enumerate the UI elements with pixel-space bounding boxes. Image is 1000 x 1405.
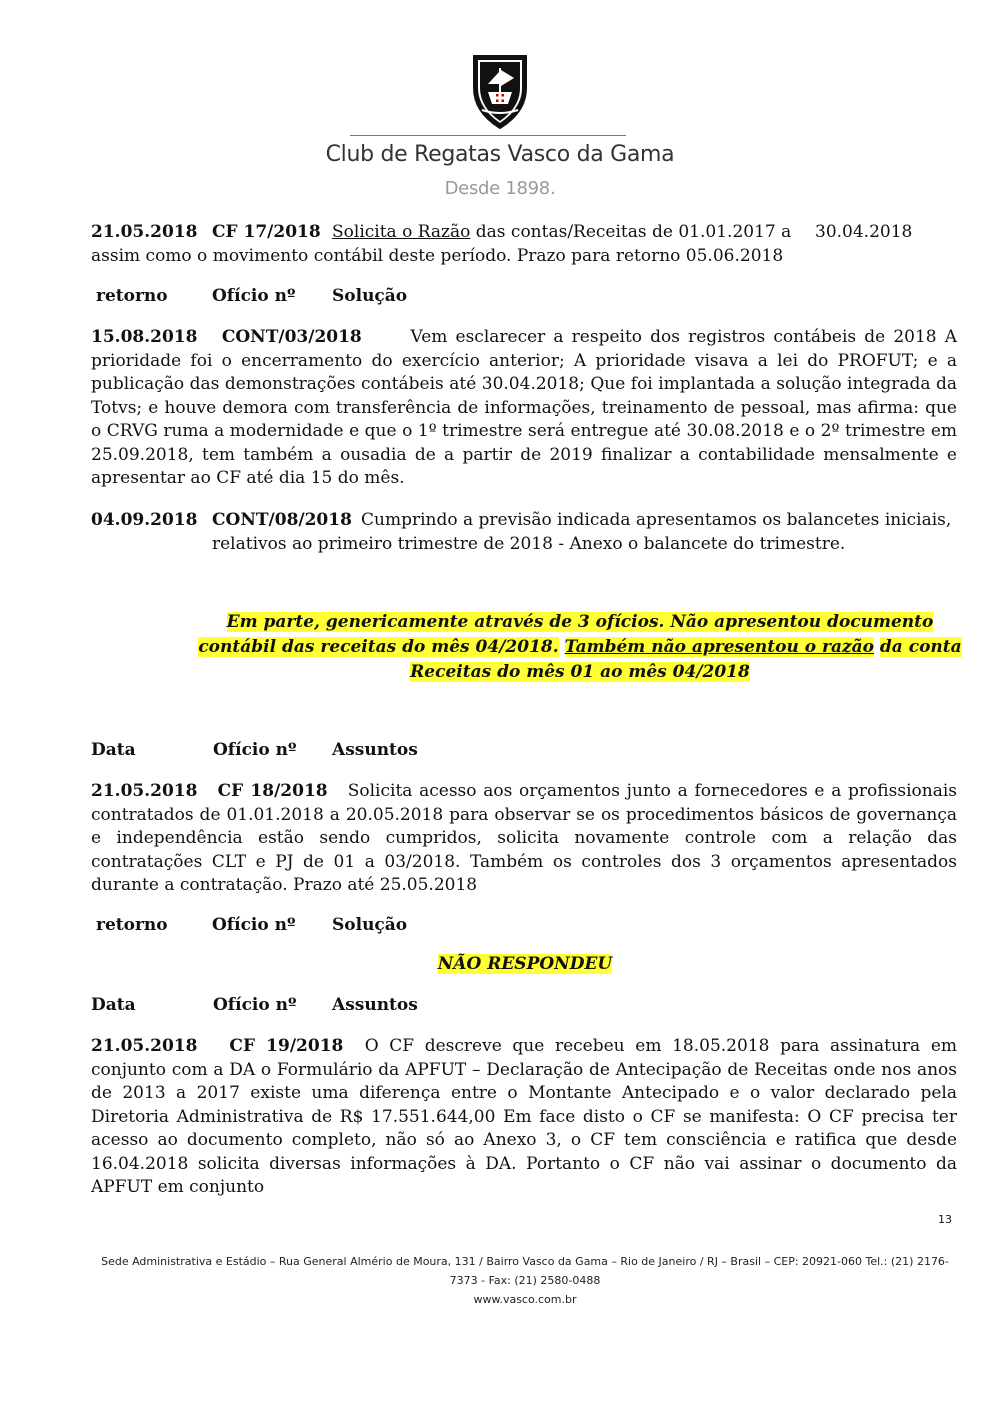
- column-data: Data: [91, 995, 136, 1015]
- conclusion-text-end: da conta Receitas do mês 01 ao mês 04/2018: [410, 637, 962, 682]
- entry-office: CONT/08/2018: [212, 510, 352, 530]
- column-assuntos: Assuntos: [332, 995, 418, 1015]
- entry-text: Vem esclarecer a respeito dos registros contábeis de 2018 A prioridade foi o encerramento do exercício anterior; A prioridade visava a lei do PROFUT; e a publicação das demonstrações contábeis até 30.04.2018; Que foi implantada a solução integrada da Totvs; e houve demora com transferência de informações, treinamento de pessoal, mas afirma: que o CRVG ruma a modernidade e que o 1º trimestre será entregue até 30.08.2018 e o 2º trimestre em 25.09.2018, tem também a ousadia de a partir de 2019 finalizar a contabilidade mensalmente e apresentar ao CF até dia 15 do mês.: [91, 327, 957, 488]
- no-response-text: NÃO RESPONDEU: [437, 954, 613, 974]
- entry-date: 21.05.2018: [91, 1036, 198, 1056]
- entry-underlined-text: Solicita o Razão: [332, 222, 471, 242]
- header-divider: [350, 135, 626, 136]
- page-footer: [90, 1252, 960, 1309]
- entry-cf-18-2018: [91, 780, 957, 898]
- entry-text-end: 30.04.2018: [815, 222, 913, 242]
- column-solucao: Solução: [332, 286, 408, 306]
- column-oficio: Ofício nº: [212, 915, 296, 935]
- column-retorno: retorno: [96, 915, 168, 935]
- entry-text: O CF descreve que recebeu em 18.05.2018 para assinatura em conjunto com a DA o Formulário da APFUT – Declaração de Antecipação de Receitas onde nos anos de 2013 a 2017 existe uma diferença entre o Montante Antecipado e o valor declarado pela Diretoria Administrativa de R$ 17.551.644,00 Em face disto o CF se manifesta: O CF precisa ter acesso ao documento completo, não só ao Anexo 3, o CF tem consciência e ratifica que desde 16.04.2018 solicita diversas informações à DA. Portanto o CF não vai assinar o documento da APFUT em conjunto: [91, 1036, 957, 1197]
- entry-cont-03-2018: [91, 326, 957, 491]
- column-retorno: retorno: [96, 286, 168, 306]
- column-assuntos: Assuntos: [332, 740, 418, 760]
- entry-text: das contas/Receitas de 01.01.2017 a: [475, 222, 792, 242]
- no-response-note: [0, 954, 1000, 974]
- club-founded: Desde 1898.: [444, 178, 556, 199]
- entry-office: CF 19/2018: [229, 1036, 344, 1056]
- column-oficio: Ofício nº: [212, 286, 296, 306]
- entry-cf-19-2018: [91, 1035, 957, 1200]
- entry-text: Solicita acesso aos orçamentos junto a fornecedores e a profissionais contratados de 01.01.2018 a 20.05.2018 para observar se os procedimentos básicos de governança e independência estão sendo cumpridos, solicita novamente controle com a relação das contratações CLT e PJ de 01 a 03/2018. Também os controles dos 3 orçamentos apresentados durante a contratação. Prazo até 25.05.2018: [91, 781, 957, 895]
- entry-date: 15.08.2018: [91, 327, 198, 347]
- footer-phone: 7373 - Fax: (21) 2580-0488: [449, 1274, 601, 1287]
- footer-address: Sede Administrativa e Estádio – Rua General Almério de Moura, 131 / Bairro Vasco da Gama – Rio de Janeiro / RJ – Brasil – CEP: 20921-060 Tel.: (21) 2176-: [101, 1255, 949, 1268]
- entry-text-continued: assim como o movimento contábil deste período. Prazo para retorno 05.06.2018: [91, 245, 784, 266]
- footer-website: www.vasco.com.br: [473, 1293, 577, 1306]
- conclusion-text: Em parte, genericamente através de 3 ofícios. Não apresentou documento contábil das receitas do mês 04/2018.: [198, 612, 934, 657]
- conclusion-highlight: [190, 610, 970, 685]
- entry-date: 21.05.2018: [91, 222, 198, 242]
- column-oficio: Ofício nº: [213, 995, 297, 1015]
- letterhead: [0, 50, 1000, 130]
- entry-cf-17-2018: [91, 221, 957, 268]
- column-solucao: Solução: [332, 915, 408, 935]
- entry-date: 21.05.2018: [91, 781, 198, 801]
- column-oficio: Ofício nº: [213, 740, 297, 760]
- page-number: 13: [938, 1213, 952, 1226]
- entry-text-continued: relativos ao primeiro trimestre de 2018 - Anexo o balancete do trimestre.: [212, 533, 846, 554]
- entry-cont-08-2018: [91, 509, 957, 556]
- entry-office: CONT/03/2018: [221, 327, 362, 347]
- entry-office: CF 18/2018: [217, 781, 328, 801]
- conclusion-underlined: Também não apresentou o razão: [564, 637, 874, 657]
- entry-date: 04.09.2018: [91, 510, 198, 530]
- vasco-crest-logo: [468, 50, 532, 130]
- entry-office: CF 17/2018: [212, 222, 321, 242]
- column-data: Data: [91, 740, 136, 760]
- club-name: Club de Regatas Vasco da Gama: [325, 142, 675, 167]
- entry-text: Cumprindo a previsão indicada apresentamos os balancetes iniciais,: [361, 510, 952, 530]
